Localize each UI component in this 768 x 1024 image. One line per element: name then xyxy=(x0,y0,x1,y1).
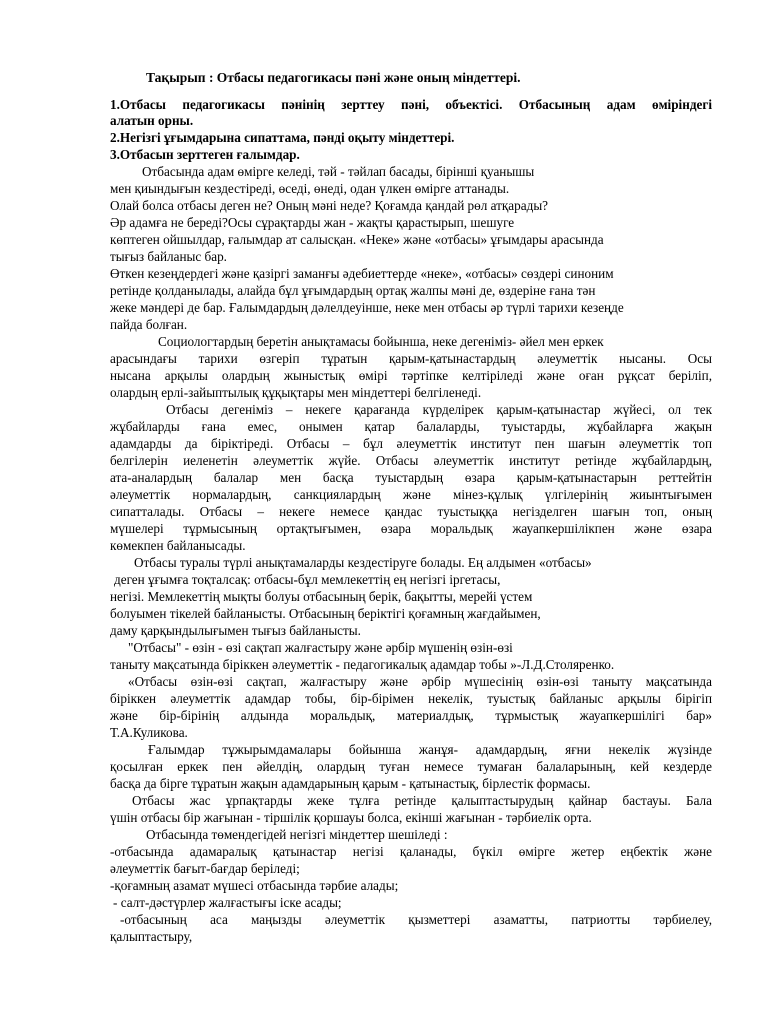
body-line: даму қарқындылығымен тығыз байланысты. xyxy=(110,623,361,638)
body-line: қалыптастыру, xyxy=(110,929,193,944)
body-line: негізі. Мемлекеттің мықты болуы отбасының берік, бақытты, мерейі үстем xyxy=(110,589,533,604)
body-line: әлеуметтік нормалардың, санкциялардың және мінез-құлық үлгілерінің жиынтығымен xyxy=(110,487,712,502)
body-line: жеке мәндері де бар. Ғалымдардың дәлелдеуінше, неке мен отбасы әр түрлі тарихи кезеңде xyxy=(110,300,624,315)
body-line: Өткен кезеңдердегі және қазіргі заманғы әдебиеттерде «неке», «отбасы» сөздері синоним xyxy=(110,266,614,281)
body-line: Олай болса отбасы деген не? Оның мәні неде? Қоғамда қандай рөл атқарады? xyxy=(110,198,549,213)
body-line: Отбасы жас ұрпақтарды жеке тұлға ретінде қалыптастырудың қайнар бастауы. Бала xyxy=(132,793,712,808)
body-line: ретінде қолданылады, алайда бұл ұғымдардың ортақ жалпы мәні де, өздеріне ғана тән xyxy=(110,283,596,298)
body-line: Әр адамға не береді?Осы сұрақтарды жан - жақты қарастырып, шешуге xyxy=(110,215,515,230)
body-line: белгілерін иеленетін әлеуметтік жүйе. Отбасы әлеуметтік институт ретінде жұбайлардың, xyxy=(110,453,712,468)
body-line: - салт-дәстүрлер жалғастығы іске асады; xyxy=(113,895,342,910)
body-line: әлеуметтік бағыт-бағдар беріледі; xyxy=(110,861,300,876)
body-line: мен қиындығын кездестіреді, өседі, өнеді, одан үлкен өмірге аттанады. xyxy=(110,181,510,196)
body-line: сипатталады. Отбасы – некеге немесе қандас туыстыққа негізделген шағын топ, оның xyxy=(110,504,712,519)
body-line: деген ұғымға тоқталсақ: отбасы-бұл мемлекеттің ең негізгі іргетасы, xyxy=(114,572,501,587)
body-line: Отбасында адам өмірге келеді, тәй - тәйлап басады, бірінші қуанышы xyxy=(142,164,535,179)
heading-line: 3.Отбасын зерттеген ғалымдар. xyxy=(110,147,300,162)
body-line: болуымен тікелей байланысты. Отбасының беріктігі қоғамның жағдайымен, xyxy=(110,606,541,621)
body-line: тығыз байланыс бар. xyxy=(110,249,227,264)
body-line: таныту мақсатында біріккен әлеуметтік - педагогикалық адамдар тобы »-Л.Д.Столяренко. xyxy=(110,657,615,672)
body-line: жұбайларды ғана емес, онымен қатар балаларды, туыстарды, жұбайларға жақын xyxy=(110,419,712,434)
body-line: «Отбасы өзін-өзі сақтап, жалғастыру және әрбір мүшесінің өзін-өзі таныту мақсатында xyxy=(128,674,712,689)
document-title: Тақырып : Отбасы педагогикасы пәні және оның міндеттері. xyxy=(146,70,521,85)
body-line: "Отбасы" - өзін - өзі сақтап жалғастыру және әрбір мүшенің өзін-өзі xyxy=(128,640,513,655)
body-line: Т.А.Куликова. xyxy=(110,725,188,740)
body-line: мүшелері тұрмысының ортақтығымен, өзара моральдық жауапкершілікпен және өзара xyxy=(110,521,712,536)
body-line: -отбасында адамаралық қатынастар негізі қаланады, бүкіл өмірге жетер еңбектік және xyxy=(110,844,712,859)
body-line: адамдарды да біріктіреді. Отбасы – бұл әлеуметтік институт пен шағын әлеуметтік топ xyxy=(110,436,712,451)
heading-line: алатын орны. xyxy=(110,113,194,128)
body-line: нысана арқылы олардың жыныстық өмірі тәртіпке келтіріледі және оған рұқсат беріліп, xyxy=(110,368,712,383)
heading-line: 1.Отбасы педагогикасы пәнінің зерттеу пәні, объектісі. Отбасының адам өміріндегі xyxy=(110,97,712,112)
body-line: Отбасы туралы түрлі анықтамаларды кездестіруге болады. Ең алдымен «отбасы» xyxy=(134,555,592,570)
heading-line: 2.Негізгі ұғымдарына сипаттама, пәнді оқыту міндеттері. xyxy=(110,130,455,145)
body-line: қосылған еркек пен әйелдің, олардың туған немесе тумаған балаларының, кей кездерде xyxy=(110,759,712,774)
body-line: Отбасы дегеніміз – некеге қарағанда күрделірек қарым-қатынастар жүйесі, ол тек xyxy=(166,402,712,417)
body-line: Отбасында төмендегідей негізгі міндеттер шешіледі : xyxy=(146,827,448,842)
body-line: пайда болған. xyxy=(110,317,188,332)
body-line: көмекпен байланысады. xyxy=(110,538,246,553)
body-line: көптеген ойшылдар, ғалымдар ат салысқан. «Неке» және «отбасы» ұғымдары арасында xyxy=(110,232,604,247)
body-line: басқа да бірге тұратын жақын адамдарының қарым - қатынастық, бірлестік формасы. xyxy=(110,776,591,791)
body-line: және бір-бірінің алдында моральдық, материалдық, тұрмыстық жауапкершілігі бар» xyxy=(110,708,712,723)
body-line: біріккен әлеуметтік адамдар тобы, бір-бірімен некелік, туыстық байланыс арқылы бірігіп xyxy=(110,691,712,706)
body-line: олардың ерлі-зайыптылық құқықтары мен міндеттері белгіленеді. xyxy=(110,385,482,400)
body-line: -отбасының аса маңызды әлеуметтік қызметтері азаматты, патриотты тәрбиелеу, xyxy=(120,912,712,927)
body-line: үшін отбасы бір жағынан - тіршілік қоршауы болса, екінші жағынан - тәрбиелік орта. xyxy=(110,810,592,825)
body-line: -қоғамның азамат мүшесі отбасында тәрбие алады; xyxy=(110,878,399,893)
body-line: Социологтардың беретін анықтамасы бойынша, неке дегеніміз- әйел мен еркек xyxy=(158,334,604,349)
body-line: арасындағы тарихи өзгеріп тұратын қарым-қатынастардың әлеуметтік нысаны. Осы xyxy=(110,351,712,366)
body-line: ата-аналардың балалар мен басқа туыстардың өзара қарым-қатынастарын реттейтін xyxy=(110,470,712,485)
body-line: Ғалымдар тұжырымдамалары бойынша жанұя- адамдардың, яғни некелік жүзінде xyxy=(148,742,712,757)
